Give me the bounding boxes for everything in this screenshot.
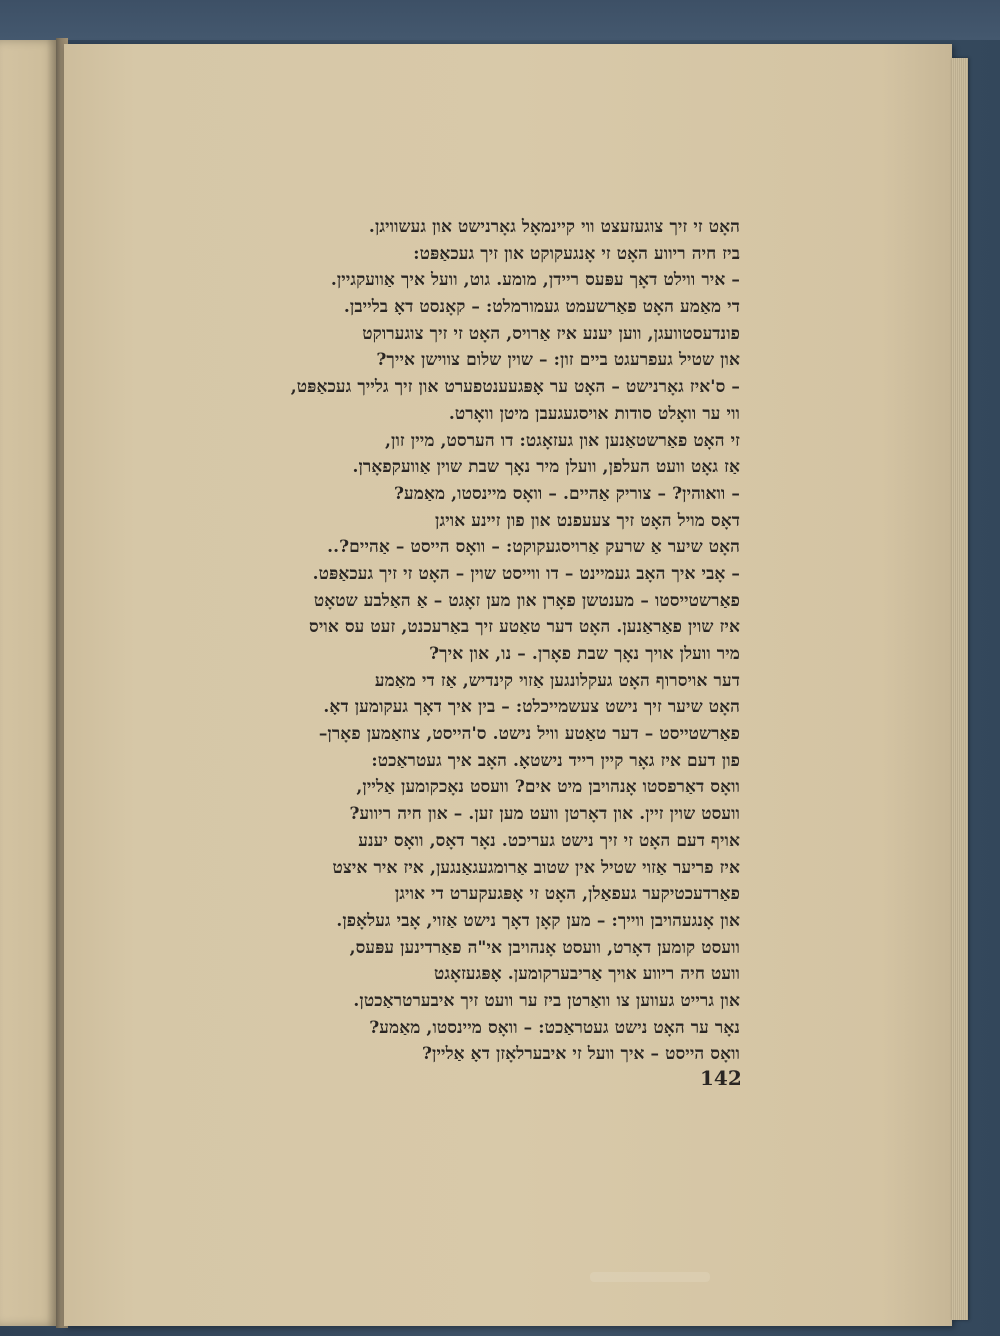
page-smudge	[590, 1272, 710, 1282]
book-cover-top	[0, 0, 1000, 40]
text-line: אויף דעם האָט זי זיך נישט געריכט. נאָר דאָס, וואָס יענע	[358, 830, 740, 851]
text-line: – ס'איז גאָרנישט – האָט ער אָפּגעענטפערט און זיך גלייך געכאַפּט,	[290, 377, 740, 398]
text-line: איז פריער אַזוי שטיל אין שטוב אַרומגעגאַנגען, איז איר איצט	[332, 857, 740, 878]
left-page-edge	[0, 40, 58, 1326]
text-line: און שטיל געפרעגט ביים זון: – שוין שלום צווישן אייך?	[376, 350, 740, 371]
text-line: דאָס מויל האָט זיך צעעפנט און פון זיינע אויגן	[435, 510, 740, 531]
text-line: אַז גאָט וועט העלפן, וועלן מיר נאָך שבת שוין אַוועקפאָרן.	[352, 457, 740, 478]
text-line: – וואוהין? – צוריק אַהיים. – וואָס מיינסטו, מאַמע?	[393, 483, 740, 504]
text-line: פאַרדעכטיקער געפאַלן, האָט זי אָפּגעקערט די אויגן	[394, 884, 740, 905]
page-number: 142	[700, 1066, 742, 1090]
text-line: וועסט שוין זיין. און דאָרטן וועט מען זען. – און חיה ריווע?	[349, 804, 740, 825]
page-stack-edge	[952, 58, 968, 1320]
text-line: און אָנגעהויבן ווייך: – מען קאָן דאָך נישט אַזוי, אָבי געלאָפן.	[336, 910, 740, 931]
text-line: ביז חיה ריווע האָט זי אָנגעקוקט און זיך געכאַפּט:	[413, 243, 740, 264]
text-line: פאַרשטייסט – דער טאַטע וויל נישט. ס'הייסט, צוזאַמען פאָרן–	[318, 724, 740, 745]
text-line: האָט זי זיך צוגעזעצט ווי קיינמאָל גאָרנישט און געשוויגן.	[368, 217, 740, 237]
text-line: – אָבי איך האָב געמיינט – דו ווייסט שוין – האָט זי זיך געכאַפּט.	[312, 563, 740, 584]
text-line: דער אויסרוף האָט געקלונגען אַזוי קינדיש, אַז די מאַמע	[374, 670, 740, 691]
text-line: וועסט קומען דאָרט, וועסט אָנהויבן אי"ה פאַרדינען עפּעס,	[349, 937, 740, 958]
text-line: נאָר ער האָט נישט געטראַכט: – וואָס מיינסטו, מאַמע?	[369, 1017, 740, 1038]
text-line: מיר וועלן אויך נאָך שבת פאָרן. – נו, און איך?	[429, 644, 740, 664]
page-text	[200, 214, 740, 1068]
text-line: זי האָט פאַרשטאַנען און געזאָגט: דו הערסט, מיין זון,	[385, 430, 740, 451]
text-line: האָט שיער אַ שרעק אַרויסגעקוקט: – וואָס הייסט – אַהיים?..	[327, 537, 740, 558]
text-line: וואָס הייסט – איך וועל זי איבערלאָזן דאָ אַליין?	[421, 1044, 740, 1065]
text-line: פונדעסטוועגן, ווען יענע איז אַרויס, האָט זי זיך צוגערוקט	[362, 323, 740, 344]
text-line: פון דעם איז גאָר קיין רייד נישטאָ. האָב איך געטראַכט:	[371, 750, 740, 771]
text-line: פאַרשטייסטו – מענטשן פאָרן און מען זאָגט – אַ האַלבע שטאָט	[313, 590, 740, 611]
text-line: – איר ווילט דאָך עפּעס ריידן, מומע. גוט, וועל איך אַוועקגיין.	[330, 270, 740, 291]
text-line: האָט שיער זיך נישט צעשמייכלט: – בין איך דאָך געקומען דאָ.	[323, 697, 740, 718]
text-line: וואָס דאַרפסטו אָנהויבן מיט אים? וועסט נאָכקומען אַליין,	[356, 777, 740, 798]
text-line: ווי ער וואָלט סודות אויסגעגעבן מיטן וואָרט.	[448, 403, 740, 424]
text-line: איז שוין פאַראַנען. האָט דער טאַטע זיך באַרעכנט, זעט עס אויס	[309, 617, 740, 638]
text-line: די מאַמע האָט פאַרשעמט געמורמלט: – קאָנסט דאָ בלייבן.	[343, 297, 740, 318]
text-line: און גרייט געווען צו וואַרטן ביז ער וועט זיך איבערטראַכטן.	[353, 990, 740, 1011]
text-line: וועט חיה ריווע אויך אַריבערקומען. אָפּגעזאָגט	[434, 964, 740, 985]
